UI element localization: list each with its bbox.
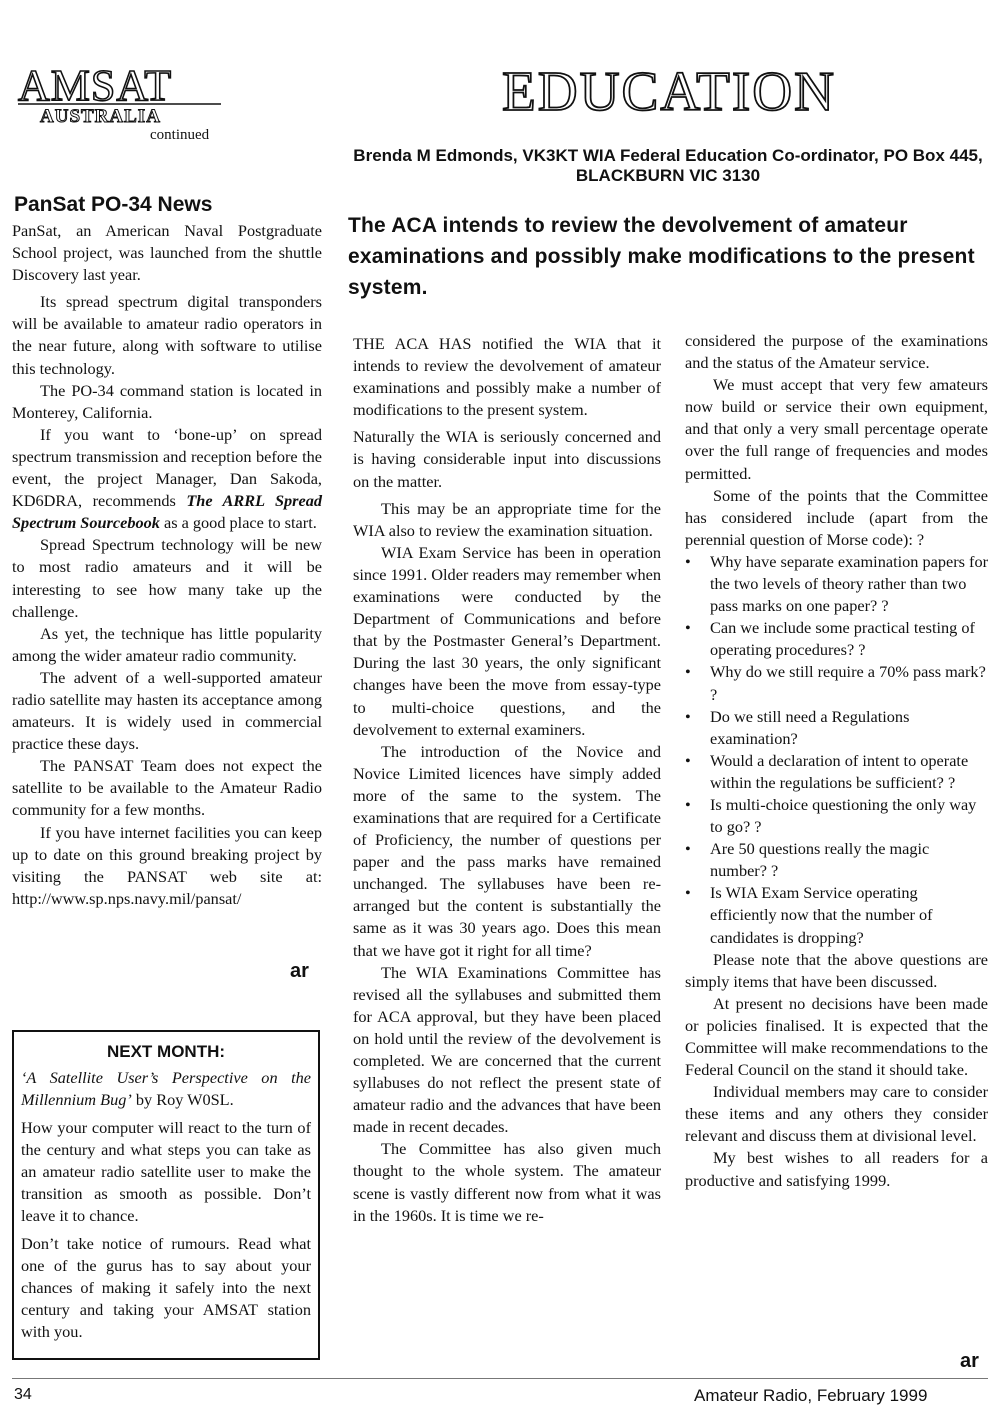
article-paragraph: WIA Exam Service has been in operation since 1991. Older readers may remember when examinations were conducted by the Department of Communications and before that by the Postmaster General’s Department. During the last 30 years, the only significant changes have been the move from essay-type to multi-choice questions, and the devolvement to external examiners. [353, 542, 661, 739]
pansat-paragraph: The PO-34 command station is located in Monterey, California. [12, 380, 322, 422]
amsat-logo-text: AMSAT [18, 61, 173, 110]
article-paragraph: Some of the points that the Committee has considered include (apart from the perennial question of Morse code): ? [685, 485, 988, 549]
bullet-icon: • [685, 618, 691, 638]
question-item [685, 750, 988, 794]
article-column-right [685, 330, 988, 1192]
article-paragraph: considered the purpose of the examinations and the status of the Amateur service. [685, 331, 988, 373]
question-item [685, 882, 988, 948]
article-paragraph: Naturally the WIA is seriously concerned and is having considerable input into discussions on the matter. [353, 427, 661, 491]
next-month-title: ‘A Satellite User’s Perspective on the Millennium Bug’ [21, 1068, 311, 1109]
book-title: The ARRL Spread Spectrum Sourcebook [12, 491, 322, 533]
question-item [685, 838, 988, 882]
pansat-paragraph: Spread Spectrum technology will be new to most radio amateurs and it will be interesting to see how many take up the challenge. [12, 535, 322, 621]
pansat-paragraph: The PANSAT Team does not expect the satellite to be available to the Amateur Radio community for a few months. [12, 756, 322, 820]
article-paragraph: THE ACA HAS notified the WIA that it intends to review the devolvement of amateur examinations and possibly make a number of modifications to the present system. [353, 334, 661, 420]
pansat-paragraph: As yet, the technique has little popularity among the wider amateur radio community. [12, 623, 322, 665]
bullet-icon: • [685, 706, 691, 726]
article-paragraph: Individual members may care to consider these items and any others they consider relevant and discuss them at divisional level. [685, 1082, 988, 1146]
bullet-icon: • [685, 551, 691, 571]
publication-footer: Amateur Radio, February 1999 [694, 1386, 928, 1405]
pansat-paragraph: If you have internet facilities you can keep up to date on this ground breaking project by visiting the PANSAT web site at: http://www.sp.nps.navy.mil/pansat/ [12, 822, 322, 908]
article-paragraph: At present no decisions have been made or policies finalised. It is expected that the Committee will make recommendations to the Federal Council on the stand it should take. [685, 993, 988, 1080]
amsat-logo-subtext: AUSTRALIA [40, 106, 161, 127]
pansat-paragraph: Its spread spectrum digital transponders will be available to amateur radio operators in the near future, along with software to utilise this technology. [12, 292, 322, 378]
bullet-icon: • [685, 883, 691, 903]
author-byline: Brenda M Edmonds, VK3KT WIA Federal Education Co-ordinator, PO Box 445, BLACKBURN VIC 3130 [353, 146, 983, 185]
page-number: 34 [14, 1386, 32, 1403]
question-text: Are 50 questions really the magic number? ? [710, 839, 930, 881]
next-month-paragraph: Don’t take notice of rumours. Read what one of the gurus has to say about your chances of making it safely into the next century and taking your AMSAT station with you. [21, 1234, 311, 1341]
pansat-paragraph [12, 424, 322, 534]
question-text: Why have separate examination papers for the two levels of theory rather than two pass marks on one paper? ? [710, 551, 989, 616]
article-paragraph: The Committee has also given much thought to the whole system. The amateur scene is vastly different now from what it was in the 1960s. It is time we re- [353, 1139, 661, 1225]
next-month-title-line [21, 1067, 311, 1111]
pansat-text: If you want to ‘bone-up’ on spread spectrum transmission and reception before the event, the project Manager, Dan Sakoda, KD6DRA, recommends [12, 424, 322, 511]
footer-rule [12, 1378, 988, 1379]
article-paragraph: The introduction of the Novice and Novice Limited licences have simply added more of the same to the system. The examinations that are required for a Certificate of Proficiency, the number of questions per paper and the pass marks have remained unchanged. The syllabuses have been re-arranged but the content is substantially the same as it was 30 years ago. Does this mean that we have got it right for all time? [353, 741, 661, 960]
pansat-heading: PanSat PO-34 News [14, 193, 213, 216]
question-text: Is multi-choice questioning the only way to go? ? [710, 794, 977, 837]
next-month-author: by Roy W0SL. [131, 1090, 234, 1109]
question-item [685, 706, 988, 750]
question-text: Would a declaration of intent to operate within the regulations be sufficient? ? [710, 750, 969, 792]
bullet-icon: • [685, 794, 691, 814]
education-logo [498, 58, 840, 120]
amsat-australia-logo [16, 60, 226, 130]
question-item [685, 661, 988, 705]
pansat-text: as a good place to start. [159, 513, 317, 533]
article-paragraph: Please note that the above questions are simply items that have been discussed. [685, 949, 988, 991]
question-item [685, 794, 988, 838]
end-mark: ar [290, 960, 309, 982]
next-month-paragraph: How your computer will react to the turn of the century and what steps you can take as an amateur radio satellite user to make the transition as smooth as possible. Don’t leave it to chance. [21, 1118, 311, 1225]
article-paragraph: We must accept that very few amateurs now build or service their own equipment, and that only a very small percentage operate over the full range of frequencies and modes permitted. [685, 375, 988, 483]
article-paragraph: The WIA Examinations Committee has revised all the syllabuses and submitted them for ACA approval, but they have been placed on hold until the review of the devolvement is completed. We are concerned that the current syllabuses do not reflect the present state of amateur radio and the advances that have been made in recent decades. [353, 962, 661, 1137]
article-column-middle [353, 333, 661, 1227]
next-month-heading: NEXT MONTH: [106, 1042, 226, 1061]
question-item [685, 617, 988, 661]
question-text: Can we include some practical testing of operating procedures? ? [710, 618, 975, 660]
next-month-box [12, 1030, 320, 1360]
bullet-icon: • [685, 662, 691, 682]
question-text: Why do we still require a 70% pass mark? ? [710, 662, 986, 704]
question-text: Is WIA Exam Service operating efficiently now that the number of candidates is dropping? [710, 883, 933, 947]
bullet-icon: • [685, 750, 691, 770]
question-text: Do we still need a Regulations examination? [710, 706, 910, 748]
article-paragraph: My best wishes to all readers for a productive and satisfying 1999. [685, 1148, 988, 1190]
pansat-column [12, 220, 322, 910]
question-list [685, 551, 988, 949]
continued-label: continued [150, 127, 210, 143]
end-mark: ar [960, 1350, 979, 1372]
pansat-paragraph: The advent of a well-supported amateur radio satellite may hasten its acceptance among amateurs. It is widely used in commercial practice these days. [12, 667, 322, 754]
pansat-paragraph: PanSat, an American Naval Postgraduate School project, was launched from the shuttle Discovery last year. [12, 221, 322, 285]
article-lead: The ACA intends to review the devolvement of amateur examinations and possibly make modifications to the present system. [348, 214, 975, 299]
article-paragraph: This may be an appropriate time for the WIA also to review the examination situation. [353, 498, 661, 540]
education-logo-text: EDUCATION [502, 61, 836, 120]
bullet-icon: • [685, 839, 691, 859]
question-item [685, 551, 988, 617]
